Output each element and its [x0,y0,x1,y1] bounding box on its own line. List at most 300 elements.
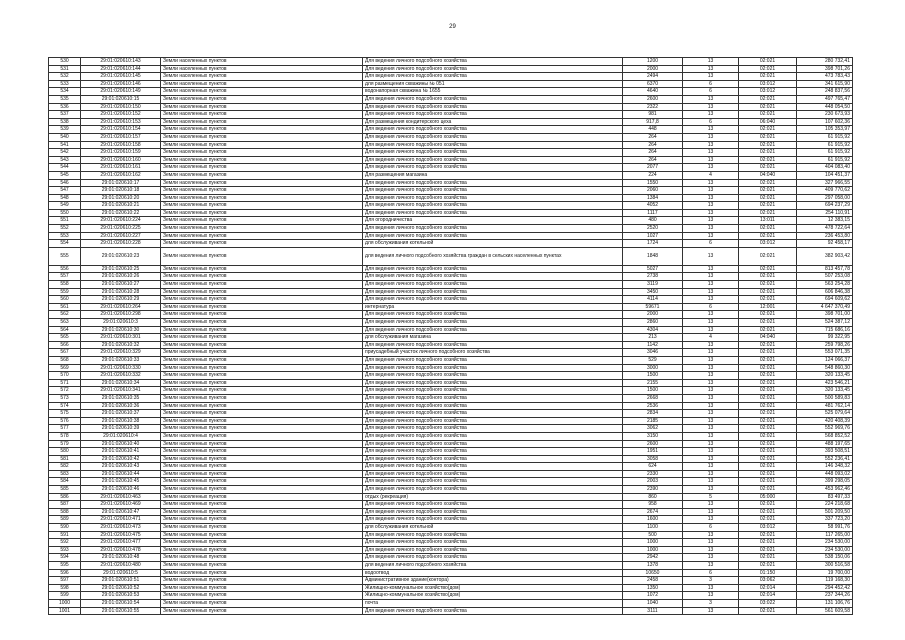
land-category-cell: Земли населенных пунктов [161,240,363,248]
permitted-use-cell: Для ведения личного подсобного хозяйства [363,111,623,119]
table-row [49,516,853,524]
cadastral-number-cell: 29:01:020610:33 [81,356,161,364]
row-number-cell: 593 [49,546,81,554]
row-number-cell: 548 [49,194,81,202]
cadastral-value-cell: 234 530,00 [797,539,853,547]
area-cell: 2860 [623,319,683,327]
table-row [49,463,853,471]
cadastral-value-cell: 237 344,26 [797,592,853,600]
use-code-cell: 02:021 [739,372,797,380]
permitted-use-cell: водоотвод [363,569,623,577]
row-number-cell: 588 [49,508,81,516]
use-code-cell: 02:021 [739,247,797,265]
group-cell: 13 [683,546,739,554]
permitted-use-cell: Для ведения личного подсобного хозяйства [363,417,623,425]
table-row [49,592,853,600]
land-category-cell: Земли населенных пунктов [161,141,363,149]
permitted-use-cell: Для ведения личного подсобного хозяйства [363,364,623,372]
row-number-cell: 577 [49,425,81,433]
group-cell: 13 [683,273,739,281]
land-category-cell: Земли населенных пунктов [161,508,363,516]
cadastral-number-cell: 29:01:020610:480 [81,562,161,570]
land-category-cell: Земли населенных пунктов [161,80,363,88]
use-code-cell: 02:021 [739,187,797,195]
group-cell: 4 [683,171,739,179]
cadastral-value-cell: 341 615,90 [797,80,853,88]
table-row [49,341,853,349]
use-code-cell: 02:021 [739,501,797,509]
cadastral-number-cell: 29:01:020610:26 [81,273,161,281]
row-number-cell: 541 [49,141,81,149]
area-cell: 5027 [623,265,683,273]
cadastral-value-cell: 423 546,21 [797,379,853,387]
land-category-cell: Земли населенных пунктов [161,103,363,111]
group-cell: 4 [683,334,739,342]
group-cell: 13 [683,281,739,289]
permitted-use-cell: Для ведения личного подсобного хозяйства [363,463,623,471]
use-code-cell: 02:014 [739,584,797,592]
permitted-use-cell: Для ведения личного подсобного хозяйства [363,187,623,195]
row-number-cell: 559 [49,288,81,296]
cadastral-number-cell: 29:01:020610:48 [81,554,161,562]
use-code-cell: 02:021 [739,425,797,433]
group-cell: 6 [683,88,739,96]
group-cell: 6 [683,240,739,248]
land-category-cell: Земли населенных пунктов [161,463,363,471]
use-code-cell: 02:021 [739,349,797,357]
row-number-cell: 550 [49,209,81,217]
cadastral-value-cell: 61 915,92 [797,141,853,149]
group-cell: 13 [683,149,739,157]
table-row [49,501,853,509]
row-number-cell: 555 [49,247,81,265]
cadastral-value-cell: 294 452,42 [797,584,853,592]
land-category-cell: Земли населенных пунктов [161,133,363,141]
cadastral-value-cell: 107 602,36 [797,118,853,126]
land-category-cell: Земли населенных пунктов [161,394,363,402]
land-category-cell: Земли населенных пунктов [161,493,363,501]
area-cell: 3150 [623,432,683,440]
table-row [49,387,853,395]
cadastral-number-cell: 29:01:020610:25 [81,265,161,273]
group-cell: 13 [683,448,739,456]
use-code-cell: 02:021 [739,209,797,217]
use-code-cell: 02:021 [739,379,797,387]
cadastral-value-cell: 124 066,37 [797,356,853,364]
cadastral-value-cell: 58 991,76 [797,524,853,532]
cadastral-value-cell: 83 497,33 [797,493,853,501]
group-cell: 13 [683,225,739,233]
cadastral-number-cell: 29:01:020610:40 [81,440,161,448]
row-number-cell: 583 [49,470,81,478]
use-code-cell: 02:021 [739,111,797,119]
group-cell: 3 [683,577,739,585]
area-cell: 1550 [623,179,683,187]
row-number-cell: 531 [49,65,81,73]
row-number-cell: 1000 [49,599,81,607]
cadastral-number-cell: 29:01:020610:4 [81,432,161,440]
use-code-cell: 02:014 [739,592,797,600]
land-category-cell: Земли населенных пунктов [161,73,363,81]
area-cell: 3000 [623,364,683,372]
use-code-cell: 02:021 [739,311,797,319]
row-number-cell: 584 [49,478,81,486]
cadastral-value-cell: 327 966,55 [797,179,853,187]
permitted-use-cell: Для ведения личного подсобного хозяйства [363,470,623,478]
group-cell: 13 [683,187,739,195]
cadastral-number-cell: 29:01:020610:160 [81,156,161,164]
area-cell: 2000 [623,65,683,73]
cadastral-value-cell: 606 846,38 [797,288,853,296]
row-number-cell: 582 [49,463,81,471]
use-code-cell: 02:021 [739,156,797,164]
row-number-cell: 598 [49,584,81,592]
cadastral-number-cell: 29:01:020610:473 [81,524,161,532]
table-row [49,432,853,440]
cadastral-value-cell: 538 150,06 [797,554,853,562]
row-number-cell: 596 [49,569,81,577]
area-cell: 1027 [623,232,683,240]
cadastral-number-cell: 29:01:020610:21 [81,202,161,210]
land-category-cell: Земли населенных пунктов [161,364,363,372]
area-cell: 1072 [623,592,683,600]
table-row [49,88,853,96]
cadastral-number-cell: 29:01:020610:52 [81,584,161,592]
cadastral-number-cell: 29:01:020610:54 [81,599,161,607]
permitted-use-cell: Для ведения личного подсобного хозяйства [363,281,623,289]
land-category-cell: Земли населенных пунктов [161,202,363,210]
land-category-cell: Земли населенных пунктов [161,334,363,342]
row-number-cell: 569 [49,364,81,372]
land-category-cell: Земли населенных пунктов [161,607,363,615]
land-category-cell: Земли населенных пунктов [161,349,363,357]
group-cell: 13 [683,341,739,349]
use-code-cell: 04:040 [739,334,797,342]
group-cell: 13 [683,288,739,296]
permitted-use-cell: для обслуживания котельной [363,240,623,248]
permitted-use-cell: Для ведения личного подсобного хозяйства [363,273,623,281]
use-code-cell: 02:021 [739,394,797,402]
table-row [49,493,853,501]
table-row [49,171,853,179]
group-cell: 13 [683,349,739,357]
cadastral-value-cell: 117 265,00 [797,531,853,539]
cadastral-value-cell: 320 133,45 [797,372,853,380]
cadastral-value-cell: 224 218,68 [797,501,853,509]
group-cell: 13 [683,141,739,149]
cadastral-number-cell: 29:01:020610:154 [81,126,161,134]
cadastral-number-cell: 29:01:020610:42 [81,455,161,463]
area-cell: 2834 [623,410,683,418]
cadastral-number-cell: 29:01:020610:475 [81,531,161,539]
cadastral-value-cell: 236 453,80 [797,232,853,240]
table-row [49,217,853,225]
group-cell: 13 [683,562,739,570]
land-category-cell: Земли населенных пунктов [161,281,363,289]
cadastral-number-cell: 29:01:020610:3 [81,319,161,327]
area-cell: 2600 [623,440,683,448]
row-number-cell: 567 [49,349,81,357]
table-row [49,425,853,433]
cadastral-number-cell: 29:01:020610:20 [81,194,161,202]
cadastral-value-cell: 497 765,47 [797,95,853,103]
land-category-cell: Земли населенных пунктов [161,273,363,281]
cadastral-value-cell: 715 686,16 [797,326,853,334]
area-cell: 2536 [623,402,683,410]
land-category-cell: Земли населенных пунктов [161,288,363,296]
area-cell: 2458 [623,577,683,585]
cadastral-value-cell: 399 298,05 [797,478,853,486]
cadastral-number-cell: 29:01:020610:301 [81,334,161,342]
group-cell: 13 [683,402,739,410]
row-number-cell: 534 [49,88,81,96]
land-category-cell: Земли населенных пунктов [161,149,363,157]
use-code-cell: 02:021 [739,232,797,240]
cadastral-value-cell: 398 701,00 [797,311,853,319]
row-number-cell: 585 [49,486,81,494]
table-row [49,303,853,311]
permitted-use-cell: Для ведения личного подсобного хозяйства [363,379,623,387]
land-category-cell: Земли населенных пунктов [161,118,363,126]
table-row [49,546,853,554]
row-number-cell: 537 [49,111,81,119]
cadastral-value-cell: 501 209,50 [797,508,853,516]
row-number-cell: 536 [49,103,81,111]
group-cell: 13 [683,73,739,81]
cadastral-number-cell: 29:01:020610:27 [81,281,161,289]
permitted-use-cell: приусадебный участок личного подсобного хозяйства [363,349,623,357]
cadastral-number-cell: 29:01:020610:146 [81,80,161,88]
cadastral-number-cell: 29:01:020610:152 [81,111,161,119]
row-number-cell: 589 [49,516,81,524]
permitted-use-cell: Жилищно-коммунальное хозяйство(дом) [363,592,623,600]
permitted-use-cell: Для ведения личного подсобного хозяйства [363,311,623,319]
land-category-cell: Земли населенных пунктов [161,470,363,478]
area-cell: 2060 [623,187,683,195]
land-category-cell: Земли населенных пунктов [161,194,363,202]
group-cell: 13 [683,554,739,562]
permitted-use-cell: почта [363,599,623,607]
area-cell: 264 [623,133,683,141]
area-cell: 3046 [623,349,683,357]
cadastral-number-cell: 29:01:020610:463 [81,493,161,501]
cadastral-value-cell: 552 236,41 [797,455,853,463]
permitted-use-cell: отдых (рекреация) [363,493,623,501]
cadastral-number-cell: 29:01:020610:145 [81,73,161,81]
cadastral-number-cell: 29:01:020610:329 [81,349,161,357]
use-code-cell: 01:150 [739,569,797,577]
group-cell: 13 [683,387,739,395]
table-row [49,372,853,380]
cadastral-number-cell: 29:01:020610:37 [81,410,161,418]
table-row [49,410,853,418]
cadastral-value-cell: 453 962,46 [797,486,853,494]
group-cell: 6 [683,303,739,311]
use-code-cell: 03:062 [739,577,797,585]
area-cell: 1848 [623,247,683,265]
cadastral-number-cell: 29:01:020610:28 [81,288,161,296]
cadastral-number-cell: 29:01:020610:330 [81,364,161,372]
use-code-cell: 03:012 [739,524,797,532]
permitted-use-cell: Для ведения личного подсобного хозяйства [363,73,623,81]
group-cell: 13 [683,65,739,73]
cadastral-number-cell: 29:01:020610:224 [81,217,161,225]
cadastral-value-cell: 61 915,92 [797,149,853,157]
land-category-cell: Земли населенных пунктов [161,531,363,539]
cadastral-value-cell: 481 762,14 [797,402,853,410]
use-code-cell: 03:012 [739,240,797,248]
row-number-cell: 543 [49,156,81,164]
table-row [49,599,853,607]
area-cell: 4640 [623,88,683,96]
row-number-cell: 556 [49,265,81,273]
land-category-cell: Земли населенных пунктов [161,562,363,570]
cadastral-number-cell: 29:01:020610:55 [81,607,161,615]
row-number-cell: 554 [49,240,81,248]
permitted-use-cell: Для ведения личного подсобного хозяйства [363,402,623,410]
use-code-cell: 02:021 [739,410,797,418]
land-category-cell: Земли населенных пунктов [161,554,363,562]
permitted-use-cell: Для ведения личного подсобного хозяйства [363,501,623,509]
area-cell: 1350 [623,584,683,592]
land-category-cell: Земли населенных пунктов [161,225,363,233]
cadastral-value-cell: 563 254,28 [797,281,853,289]
area-cell: 4114 [623,296,683,304]
table-row [49,194,853,202]
row-number-cell: 539 [49,126,81,134]
table-row [49,164,853,172]
use-code-cell: 13:011 [739,217,797,225]
group-cell: 13 [683,156,739,164]
land-category-cell: Земли населенных пунктов [161,516,363,524]
use-code-cell: 02:021 [739,141,797,149]
use-code-cell: 02:021 [739,265,797,273]
land-category-cell: Земли населенных пунктов [161,209,363,217]
cadastral-value-cell: 234 530,00 [797,546,853,554]
cadastral-value-cell: 146 348,32 [797,463,853,471]
area-cell: 529 [623,356,683,364]
cadastral-value-cell: 99 322,95 [797,334,853,342]
area-cell: 958 [623,501,683,509]
table-row [49,531,853,539]
table-row [49,126,853,134]
cadastral-number-cell: 29:01:020610:469 [81,501,161,509]
group-cell: 13 [683,265,739,273]
table-row [49,562,853,570]
group-cell: 13 [683,425,739,433]
group-cell: 13 [683,311,739,319]
land-category-cell: Земли населенных пунктов [161,455,363,463]
group-cell: 6 [683,524,739,532]
area-cell: 3111 [623,607,683,615]
row-number-cell: 544 [49,164,81,172]
land-category-cell: Земли населенных пунктов [161,584,363,592]
area-cell: 1951 [623,448,683,456]
row-number-cell: 551 [49,217,81,225]
area-cell: 1000 [623,546,683,554]
table-row [49,288,853,296]
cadastral-number-cell: 29:01:020610:225 [81,225,161,233]
area-cell: 3119 [623,281,683,289]
use-code-cell: 02:021 [739,546,797,554]
permitted-use-cell: Для ведения личного подсобного хозяйства [363,372,623,380]
permitted-use-cell: Для ведения личного подсобного хозяйства [363,546,623,554]
permitted-use-cell: Для ведения личного подсобного хозяйства [363,133,623,141]
land-category-cell: Земли населенных пунктов [161,387,363,395]
permitted-use-cell: Для ведения личного подсобного хозяйства [363,394,623,402]
group-cell: 13 [683,126,739,134]
cadastral-number-cell: 29:01:020610:341 [81,387,161,395]
cadastral-value-cell: 409 770,62 [797,187,853,195]
cadastral-value-cell: 500 589,83 [797,394,853,402]
group-cell: 13 [683,516,739,524]
table-row [49,149,853,157]
cadastral-value-cell: 552 969,76 [797,425,853,433]
land-category-cell: Земли населенных пунктов [161,88,363,96]
cadastral-value-cell: 297 058,00 [797,194,853,202]
cadastral-value-cell: 104 451,37 [797,171,853,179]
land-category-cell: Земли населенных пунктов [161,187,363,195]
cadastral-value-cell: 337 723,20 [797,516,853,524]
permitted-use-cell: Административное здание(контора) [363,577,623,585]
cadastral-value-cell: 119 168,30 [797,577,853,585]
permitted-use-cell: для обслуживания магазина [363,334,623,342]
area-cell: 3062 [623,425,683,433]
permitted-use-cell: Жилищно-коммунальное хозяйство(дом) [363,584,623,592]
table-row [49,73,853,81]
use-code-cell: 02:021 [739,73,797,81]
area-cell: 6370 [623,80,683,88]
cadastral-value-cell: 382 903,42 [797,247,853,265]
area-cell: 1117 [623,209,683,217]
area-cell: 10650 [623,569,683,577]
table-row [49,209,853,217]
table-row [49,379,853,387]
group-cell: 13 [683,440,739,448]
group-cell: 13 [683,470,739,478]
cadastral-value-cell: 320 133,45 [797,387,853,395]
permitted-use-cell: Для ведения личного подсобного хозяйства [363,486,623,494]
row-number-cell: 574 [49,402,81,410]
area-cell: 2600 [623,95,683,103]
use-code-cell: 02:021 [739,516,797,524]
group-cell: 13 [683,394,739,402]
land-category-cell: Земли населенных пунктов [161,478,363,486]
permitted-use-cell: для размещения скважины № 051 [363,80,623,88]
use-code-cell: 02:021 [739,194,797,202]
permitted-use-cell: Для ведения личного подсобного хозяйства [363,209,623,217]
land-category-cell: Земли населенных пунктов [161,341,363,349]
group-cell: 13 [683,179,739,187]
cadastral-number-cell: 29:01:020610:264 [81,303,161,311]
cadastral-value-cell: 548 860,30 [797,364,853,372]
group-cell: 13 [683,319,739,327]
group-cell: 6 [683,80,739,88]
use-code-cell: 02:021 [739,455,797,463]
row-number-cell: 575 [49,410,81,418]
group-cell: 13 [683,296,739,304]
group-cell: 13 [683,326,739,334]
use-code-cell: 02:021 [739,387,797,395]
group-cell: 13 [683,379,739,387]
row-number-cell: 578 [49,432,81,440]
permitted-use-cell: Для ведения личного подсобного хозяйства [363,65,623,73]
table-row [49,179,853,187]
land-category-cell: Земли населенных пунктов [161,372,363,380]
use-code-cell: 06:040 [739,118,797,126]
table-row [49,58,853,66]
group-cell: 13 [683,202,739,210]
